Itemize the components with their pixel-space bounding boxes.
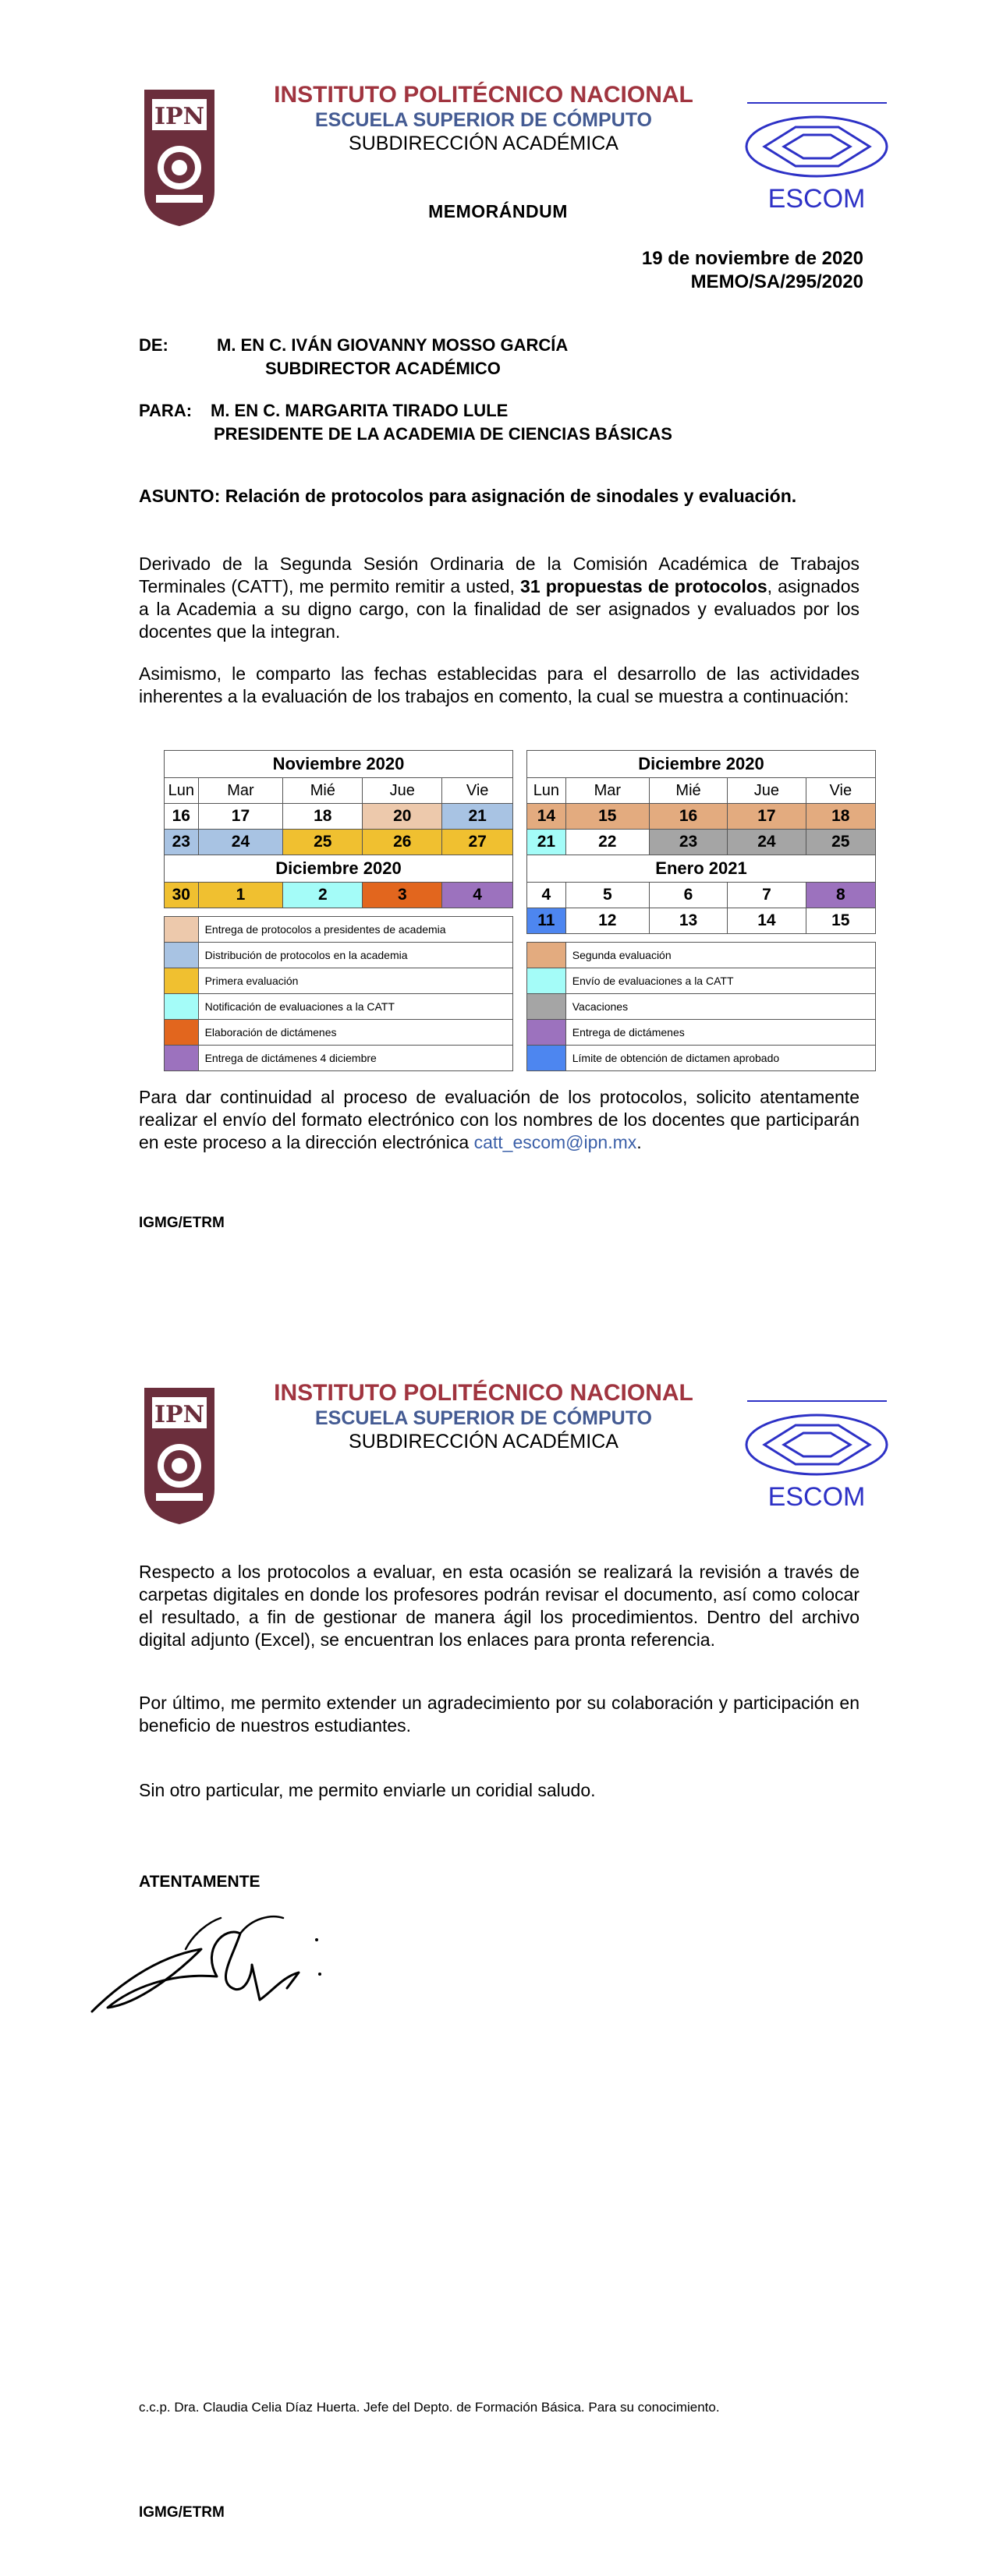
calendar-day: 18	[806, 804, 875, 830]
to-block	[139, 399, 672, 446]
department-name: SUBDIRECCIÓN ACADÉMICA	[349, 1431, 619, 1453]
memo-page-1	[0, 0, 996, 1286]
calendar-day: 1	[198, 883, 283, 908]
school-name: ESCUELA SUPERIOR DE CÓMPUTO	[315, 109, 652, 131]
calendar-day: 23	[165, 830, 199, 855]
calendar-day: 27	[442, 830, 513, 855]
body-paragraph-6: Sin otro particular, me permito enviarle un coridial saludo.	[139, 1780, 596, 1800]
calendar-day: 11	[527, 908, 566, 934]
calendar-day: 5	[565, 883, 649, 908]
body-paragraph-4: Respecto a los protocolos a evaluar, en esta ocasión se realizará la revisión a través de carpetas digitales en donde los profesores podrán revisar el documento, así como colocar el resultado, a fin de gestionar de manera ágil los procedimientos. Dentro del archivo digital adjunto (Excel), se encuentran los enlaces para pronta referencia.	[139, 1562, 860, 1650]
school-name: ESCUELA SUPERIOR DE CÓMPUTO	[315, 1407, 652, 1429]
calendar-day: 3	[363, 883, 442, 908]
memo-reference: MEMO/SA/295/2020	[690, 271, 863, 292]
calendar-day: 21	[527, 830, 566, 855]
legend-label: Límite de obtención de dictamen aprobado	[565, 1046, 875, 1071]
from-label: DE:	[139, 335, 168, 355]
from-name: M. EN C. IVÁN GIOVANNY MOSSO GARCÍA	[217, 335, 569, 355]
from-block	[139, 334, 568, 380]
calendar-spacer	[527, 934, 876, 943]
catt-email-link[interactable]: catt_escom@ipn.mx	[473, 1132, 637, 1152]
initials-page-2: IGMG/ETRM	[139, 2504, 225, 2521]
initials-page-1: IGMG/ETRM	[139, 1215, 225, 1231]
svg-text:IPN: IPN	[154, 1401, 205, 1428]
calendar-day: 8	[806, 883, 875, 908]
ccp-line: c.c.p. Dra. Claudia Celia Díaz Huerta. Jefe del Depto. de Formación Básica. Para su conocimiento.	[139, 2400, 720, 2415]
legend-swatch	[165, 917, 199, 943]
to-name: M. EN C. MARGARITA TIRADO LULE	[211, 401, 509, 420]
calendar-day: 26	[363, 830, 442, 855]
legend-label: Entrega de protocolos a presidentes de academia	[198, 917, 512, 943]
calendar-day: 2	[283, 883, 363, 908]
to-label: PARA:	[139, 401, 193, 420]
calendar-right	[526, 750, 876, 1071]
legend-label: Elaboración de dictámenes	[198, 1020, 512, 1046]
calendar-month-title: Diciembre 2020	[165, 855, 513, 883]
calendar-day: 23	[649, 830, 727, 855]
legend-label: Segunda evaluación	[565, 943, 875, 968]
institution-header	[234, 82, 733, 155]
calendar-day: 12	[565, 908, 649, 934]
legend-swatch	[527, 1020, 566, 1046]
legend-label: Distribución de protocolos en la academia	[198, 943, 512, 968]
day-header: Mié	[649, 778, 727, 804]
institute-name: INSTITUTO POLITÉCNICO NACIONAL	[274, 82, 693, 108]
calendar-day: 24	[728, 830, 806, 855]
calendar-day: 15	[806, 908, 875, 934]
day-header: Mar	[198, 778, 283, 804]
ipn-logo	[136, 1372, 222, 1528]
day-header: Mar	[565, 778, 649, 804]
subject-line: ASUNTO: Relación de protocolos para asignación de sinodales y evaluación.	[139, 486, 797, 506]
institution-header	[234, 1380, 733, 1453]
calendar-day: 16	[165, 804, 199, 830]
legend-swatch	[527, 943, 566, 968]
department-name: SUBDIRECCIÓN ACADÉMICA	[349, 133, 619, 154]
calendar-day: 25	[283, 830, 363, 855]
legend-swatch	[165, 968, 199, 994]
calendar-day: 14	[527, 804, 566, 830]
institute-name: INSTITUTO POLITÉCNICO NACIONAL	[274, 1380, 693, 1406]
legend-label: Envío de evaluaciones a la CATT	[565, 968, 875, 994]
calendar-day: 7	[728, 883, 806, 908]
legend-label: Entrega de dictámenes 4 diciembre	[198, 1046, 512, 1071]
day-header: Jue	[728, 778, 806, 804]
calendar-day: 22	[565, 830, 649, 855]
calendar-day: 18	[283, 804, 363, 830]
body-paragraph-1: Derivado de la Segunda Sesión Ordinaria de la Comisión Académica de Trabajos Terminales (CATT), me permito remitir a usted, 31 propuestas de protocolos, asignados a la Academia a su digno cargo, con la finalidad de ser asignados y evaluados por los docentes que la integran.	[139, 554, 860, 642]
protocol-count: 31 propuestas de protocolos	[520, 576, 767, 596]
day-header: Vie	[806, 778, 875, 804]
legend-swatch	[527, 994, 566, 1020]
calendar-day: 6	[649, 883, 727, 908]
svg-text:ESCOM: ESCOM	[767, 184, 866, 213]
day-header: Lun	[165, 778, 199, 804]
calendar-day: 24	[198, 830, 283, 855]
calendar-month-title: Diciembre 2020	[527, 751, 876, 778]
legend-swatch	[165, 1020, 199, 1046]
body-paragraph-5: Por último, me permito extender un agradecimiento por su colaboración y participación en beneficio de nuestros estudiantes.	[139, 1693, 860, 1736]
calendar-day: 13	[649, 908, 727, 934]
escom-logo	[741, 100, 893, 213]
closing-text: ATENTAMENTE	[139, 1873, 261, 1891]
calendar-day: 4	[442, 883, 513, 908]
legend-label: Notificación de evaluaciones a la CATT	[198, 994, 512, 1020]
memo-page-2	[0, 1286, 996, 2576]
svg-text:ESCOM: ESCOM	[767, 1482, 866, 1511]
body-paragraph-2: Asimismo, le comparto las fechas establecidas para el desarrollo de las actividades inherentes a la evaluación de los trabajos en comento, la cual se muestra a continuación:	[139, 663, 860, 706]
calendar-day: 20	[363, 804, 442, 830]
calendar-day: 15	[565, 804, 649, 830]
day-header: Vie	[442, 778, 513, 804]
memo-date: 19 de noviembre de 2020	[641, 248, 863, 269]
calendar-day: 17	[198, 804, 283, 830]
calendar-spacer	[165, 908, 513, 917]
signature-image	[84, 1902, 334, 2019]
calendar-day: 30	[165, 883, 199, 908]
calendar-month-title: Noviembre 2020	[165, 751, 513, 778]
legend-swatch	[527, 968, 566, 994]
calendar-day: 14	[728, 908, 806, 934]
svg-text:IPN: IPN	[154, 103, 205, 130]
legend-swatch	[527, 1046, 566, 1071]
date-block	[642, 247, 863, 294]
calendar-day: 17	[728, 804, 806, 830]
calendar-left	[164, 750, 513, 1071]
legend-swatch	[165, 1046, 199, 1071]
legend-swatch	[165, 994, 199, 1020]
legend-swatch	[165, 943, 199, 968]
escom-logo	[741, 1398, 893, 1511]
legend-label: Primera evaluación	[198, 968, 512, 994]
calendar-month-title: Enero 2021	[527, 855, 876, 883]
day-header: Mié	[283, 778, 363, 804]
calendar-day: 16	[649, 804, 727, 830]
calendar-day: 25	[806, 830, 875, 855]
body-paragraph-3: Para dar continuidad al proceso de evaluación de los protocolos, solicito atentamente realizar el envío del formato electrónico con los nombres de los docentes que participarán en este proceso a la dirección electrónica catt_escom@ipn.mx.	[139, 1087, 860, 1152]
calendar-day: 21	[442, 804, 513, 830]
calendar-day: 4	[527, 883, 566, 908]
legend-label: Entrega de dictámenes	[565, 1020, 875, 1046]
from-position: SUBDIRECTOR ACADÉMICO	[265, 359, 501, 378]
day-header: Jue	[363, 778, 442, 804]
day-header: Lun	[527, 778, 566, 804]
legend-label: Vacaciones	[565, 994, 875, 1020]
memo-title: MEMORÁNDUM	[428, 201, 568, 221]
to-position: PRESIDENTE DE LA ACADEMIA DE CIENCIAS BÁSICAS	[214, 424, 672, 444]
